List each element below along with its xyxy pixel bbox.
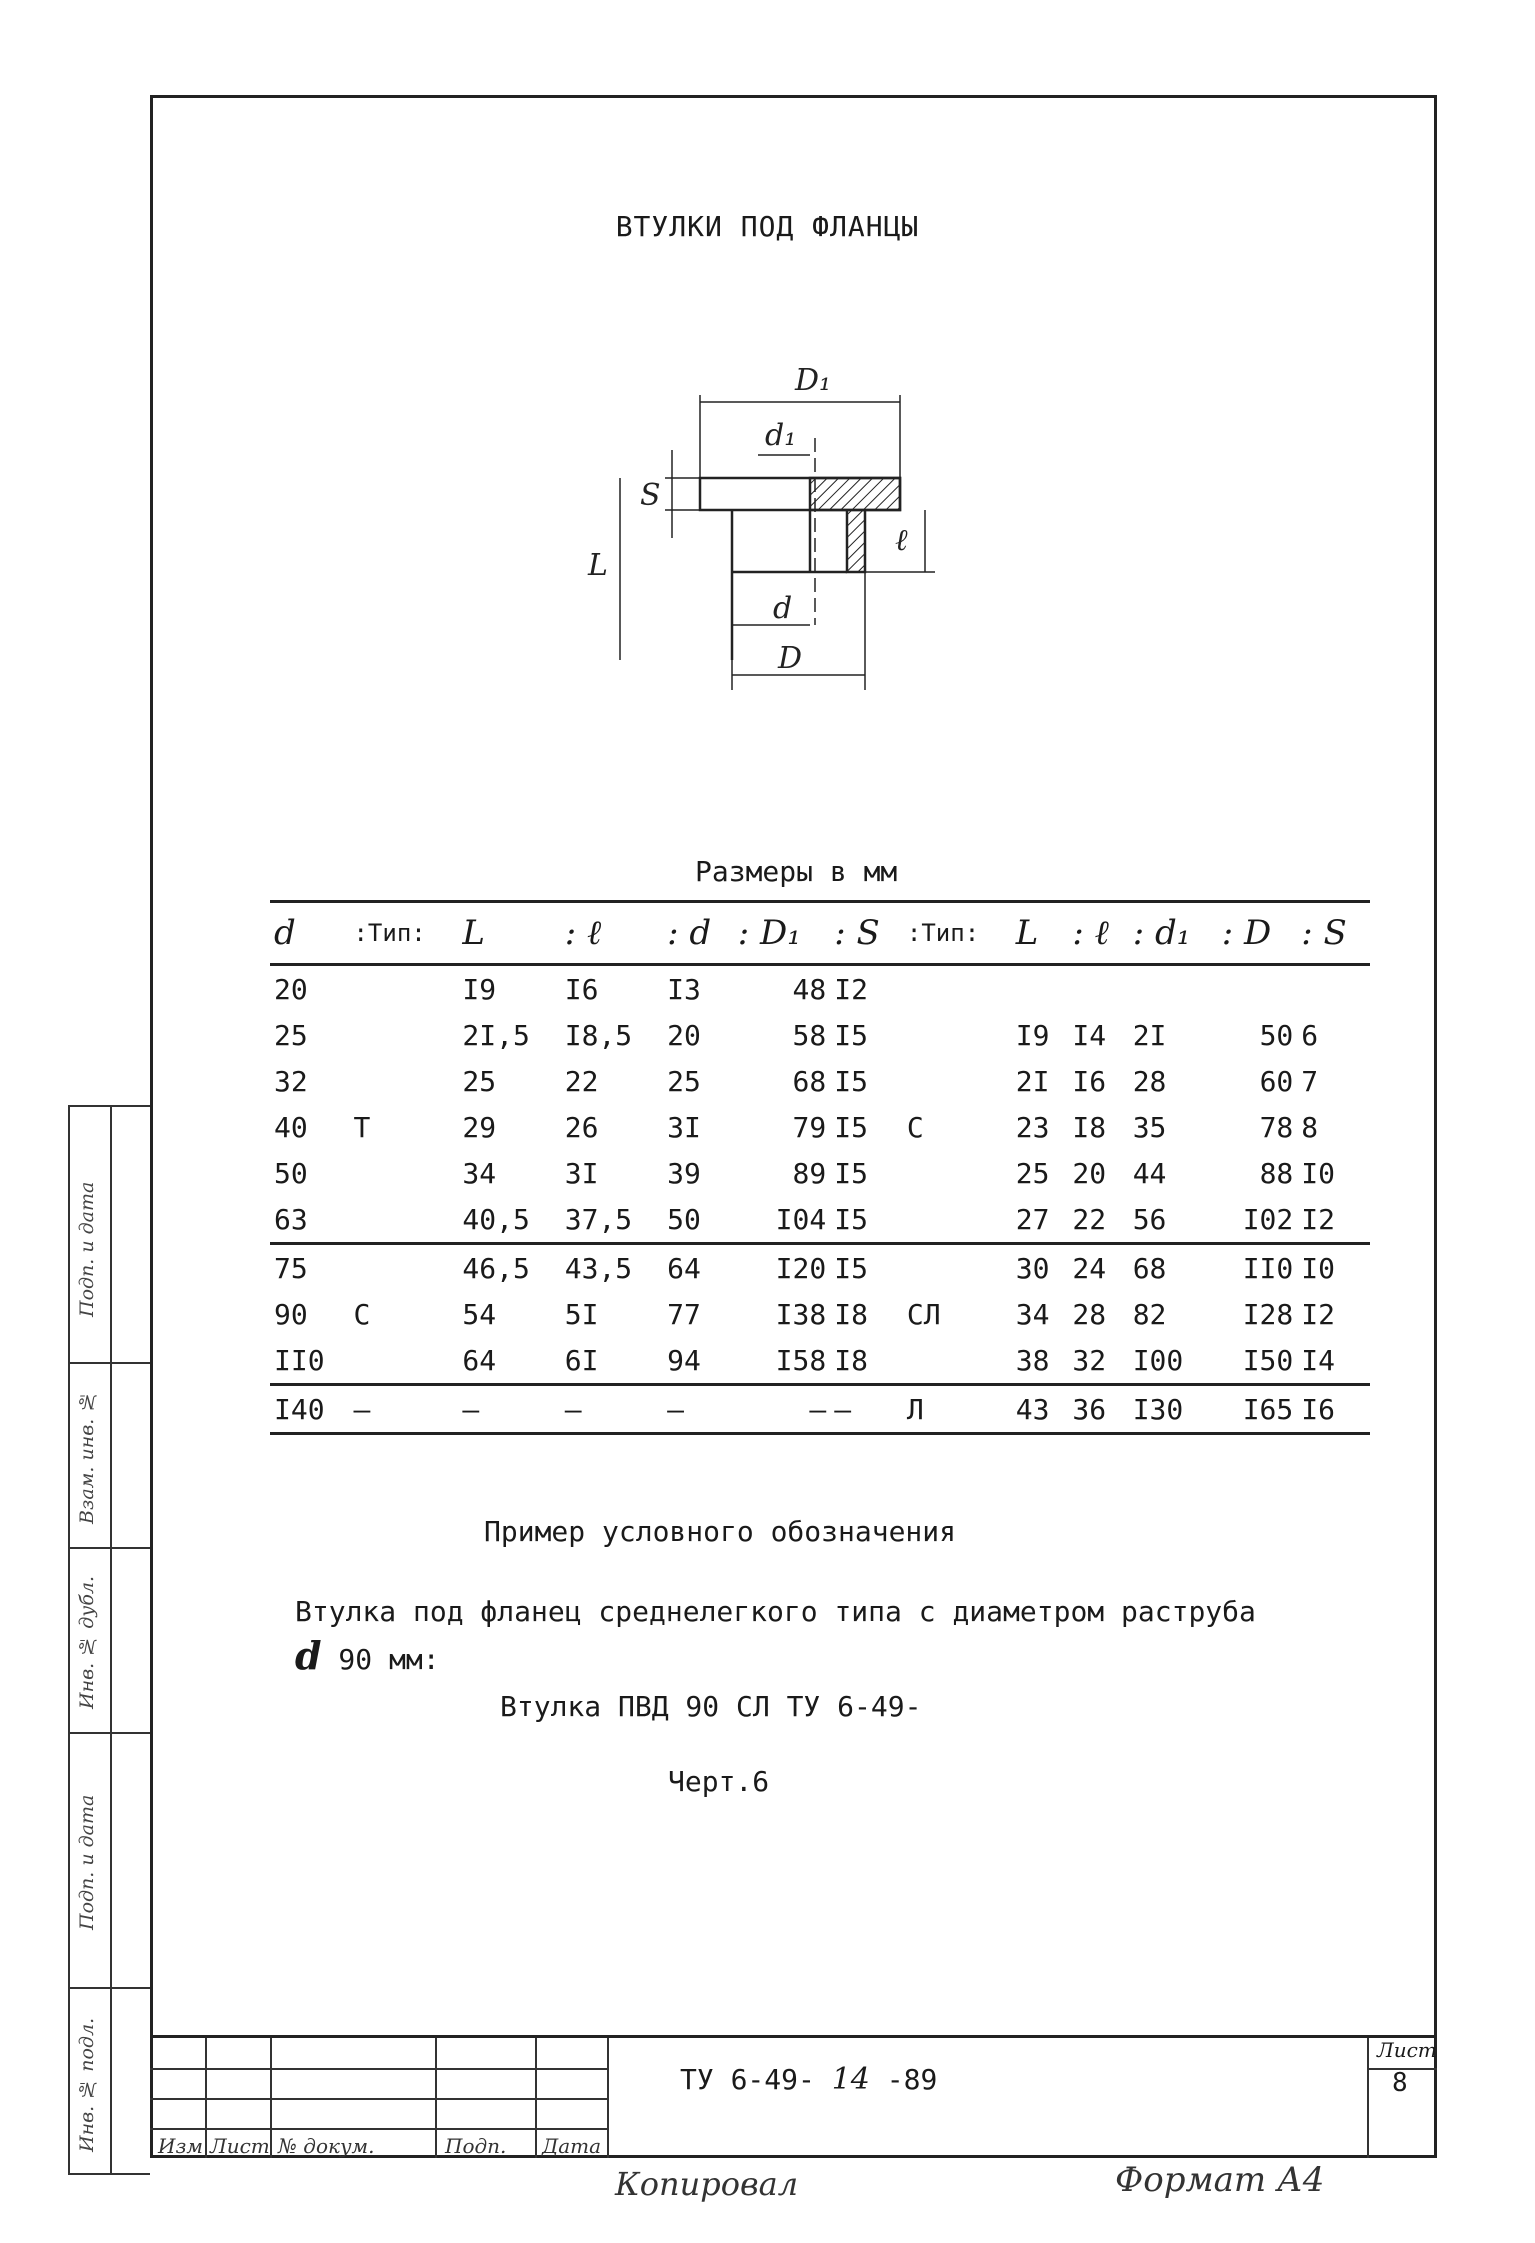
table-cell: 6 [1301, 1018, 1319, 1052]
example-line-1: Втулка под фланец среднелегкого типа с диаметром раструба [295, 1595, 1256, 1628]
col-header: d [270, 902, 349, 965]
table-row [270, 1291, 1370, 1337]
table-cell: 34 [462, 1156, 497, 1190]
table-cell: I5 [830, 1244, 903, 1292]
table-row [270, 1104, 1370, 1150]
table-cell: 7 [1301, 1064, 1319, 1098]
table-cell: 25 [667, 1064, 701, 1098]
example-designation: Втулка ПВД 90 СЛ ТУ 6-49- [500, 1690, 922, 1723]
table-cell [903, 1058, 1012, 1104]
stamp-divider [607, 2038, 609, 2158]
sidebar-label-sign-date-2: Подп. и дата [76, 1794, 98, 1930]
table-cell: 50 [274, 1156, 308, 1190]
table-row [270, 1058, 1370, 1104]
copied-by-label: Копировал [615, 2165, 799, 2203]
table-cell: 2I [1015, 1064, 1050, 1098]
table-cell: СЛ [906, 1297, 941, 1331]
table-cell: 64 [462, 1343, 497, 1377]
table-cell: I38 [775, 1297, 827, 1331]
stamp-row-line [150, 2098, 607, 2100]
label-D1: D₁ [795, 363, 832, 398]
table-cell [349, 1012, 458, 1058]
stamp-col-change: Изм [158, 2134, 203, 2158]
table-cell: I8 [834, 1343, 868, 1377]
table-cell: 28 [1072, 1297, 1107, 1331]
table-cell: II0 [274, 1343, 325, 1377]
table-cell: 2I,5 [462, 1018, 530, 1052]
sidebar-stamp [68, 1105, 150, 2175]
table-cell: 56 [1132, 1202, 1167, 1236]
table-row [270, 1012, 1370, 1058]
table-cell: I30 [1129, 1385, 1218, 1434]
table-cell: I02 [1242, 1202, 1294, 1236]
col-header: :Тип: [903, 902, 1012, 965]
table-cell: I2 [834, 972, 868, 1006]
table-cell: 27 [1015, 1202, 1050, 1236]
stamp-col-signature: Подп. [445, 2134, 507, 2158]
table-cell: 30 [1012, 1244, 1069, 1292]
table-cell: 94 [667, 1343, 701, 1377]
col-header: : d [663, 902, 734, 965]
table-cell: I58 [775, 1343, 827, 1377]
table-cell: 6I [564, 1343, 599, 1377]
table-cell: 5I [564, 1297, 599, 1331]
stamp-row-line [150, 2068, 607, 2070]
table-cell: 78 [1259, 1110, 1294, 1144]
table-cell: I28 [1242, 1297, 1294, 1331]
format-label: Формат А4 [1115, 2160, 1325, 2200]
sidebar-label-replace-inv: Взам. инв. № [76, 1390, 98, 1524]
table-body [270, 965, 1370, 1434]
table-cell: 32 [1072, 1343, 1107, 1377]
sheet-number: 8 [1392, 2068, 1408, 2098]
table-cell: 3I [667, 1110, 701, 1144]
table-cell: I65 [1218, 1385, 1297, 1434]
table-cell: 20 [667, 1018, 701, 1052]
col-header: : D₁ [734, 902, 831, 965]
table-cell: 68 [1129, 1244, 1218, 1292]
table-cell: 26 [564, 1110, 599, 1144]
table-cell [349, 1337, 458, 1385]
table-row [270, 1337, 1370, 1385]
table-cell: I9 [1015, 1018, 1050, 1052]
table-cell: – [458, 1385, 560, 1434]
label-l: ℓ [895, 523, 908, 558]
stamp-col-sheet: Лист [210, 2134, 270, 2158]
label-d1: d₁ [765, 418, 797, 453]
table-cell: 43 [1012, 1385, 1069, 1434]
table-cell: – [561, 1385, 663, 1434]
table-cell: I6 [1072, 1064, 1107, 1098]
table-cell: С [906, 1110, 924, 1144]
table-cell: 35 [1132, 1110, 1167, 1144]
table-cell: 64 [663, 1244, 734, 1292]
table-cell: 43,5 [561, 1244, 663, 1292]
table-cell: 39 [667, 1156, 701, 1190]
table-cell: I0 [1297, 1244, 1370, 1292]
example-line-2 [295, 1634, 1256, 1682]
table-cell: I4 [1301, 1343, 1335, 1377]
table-cell: 82 [1132, 1297, 1167, 1331]
table-cell: I6 [564, 972, 599, 1006]
table-cell: I5 [834, 1064, 868, 1098]
page-title: ВТУЛКИ ПОД ФЛАНЦЫ [615, 210, 920, 243]
example-heading: Пример условного обозначения [484, 1515, 957, 1548]
table-cell: – [734, 1385, 831, 1434]
table-cell: 22 [1072, 1202, 1107, 1236]
table-cell: I5 [834, 1156, 868, 1190]
table-cell: – [830, 1385, 903, 1434]
d-symbol: d [295, 1633, 322, 1678]
table-cell [1012, 965, 1069, 1013]
table-row [270, 1244, 1370, 1292]
table-cell: 68 [792, 1064, 827, 1098]
table-cell: 79 [792, 1110, 827, 1144]
table-cell: Л [903, 1385, 1012, 1434]
sidebar-row-line [70, 1547, 150, 1549]
table-cell: 36 [1068, 1385, 1128, 1434]
example-diameter: 90 мм: [321, 1643, 440, 1676]
table-cell: 38 [1015, 1343, 1050, 1377]
table-cell [1218, 965, 1297, 1013]
table-cell: I04 [775, 1202, 827, 1236]
sheet-label: Лист [1377, 2038, 1437, 2062]
table-cell: 25 [1015, 1156, 1050, 1190]
table-cell: I2 [1301, 1297, 1335, 1331]
table-row [270, 1385, 1370, 1434]
sidebar-row-line [70, 1362, 150, 1364]
units-caption: Размеры в мм [695, 855, 898, 888]
table-cell: С [353, 1297, 371, 1331]
table-cell: 25 [462, 1064, 497, 1098]
table-cell: I5 [834, 1110, 868, 1144]
table-cell: 28 [1132, 1064, 1167, 1098]
table-cell: 29 [462, 1110, 497, 1144]
table-cell: 40 [274, 1110, 308, 1144]
col-header: :Тип: [349, 902, 458, 965]
table-cell: 2I [1132, 1018, 1167, 1052]
table-row [270, 1150, 1370, 1196]
table-cell: 48 [792, 972, 827, 1006]
table-cell: 34 [1015, 1297, 1050, 1331]
table-cell: 60 [1259, 1064, 1294, 1098]
bushing-diagram [560, 360, 940, 720]
table-cell: I4 [1072, 1018, 1107, 1052]
table-cell: I40 [270, 1385, 349, 1434]
table-cell: – [663, 1385, 734, 1434]
doc-code-suffix: -89 [886, 2063, 938, 2096]
table-cell [903, 1244, 1012, 1292]
table-cell: I50 [1242, 1343, 1294, 1377]
table-cell: 20 [274, 972, 308, 1006]
table-cell: – [349, 1385, 458, 1434]
table-cell: I6 [1297, 1385, 1370, 1434]
col-header: : ℓ [561, 902, 663, 965]
col-header: L [458, 902, 560, 965]
table-cell: I8 [1072, 1110, 1107, 1144]
doc-code-handwritten: 14 [831, 2062, 870, 2097]
col-header: : D [1218, 902, 1297, 965]
sidebar-row-line [70, 1732, 150, 1734]
document-code [680, 2062, 937, 2097]
stamp-col-date: Дата [542, 2134, 602, 2158]
col-header: : S [830, 902, 903, 965]
table-cell [903, 1012, 1012, 1058]
table-cell: I9 [462, 972, 497, 1006]
table-cell [349, 1196, 458, 1244]
table-cell: 90 [274, 1297, 308, 1331]
stamp-divider [1367, 2038, 1369, 2158]
table-cell: I8,5 [564, 1018, 633, 1052]
col-header: : ℓ [1068, 902, 1128, 965]
table-cell: I00 [1132, 1343, 1184, 1377]
sidebar-row-line [70, 1987, 150, 1989]
table-cell: II0 [1218, 1244, 1297, 1292]
table-cell: 50 [1259, 1018, 1294, 1052]
example-text [295, 1590, 1256, 1682]
table-cell: I8 [834, 1297, 868, 1331]
table-cell [903, 1337, 1012, 1385]
table-cell: I5 [834, 1018, 868, 1052]
table-cell [349, 1244, 458, 1292]
table-cell: 25 [274, 1018, 308, 1052]
table-cell: 58 [792, 1018, 827, 1052]
table-cell: 46,5 [458, 1244, 560, 1292]
stamp-col-doc-no: № докум. [278, 2134, 375, 2158]
table-cell: I0 [1301, 1156, 1335, 1190]
col-header: L [1012, 902, 1069, 965]
table-cell [349, 965, 458, 1013]
label-S: S [640, 478, 661, 513]
label-d: d [773, 591, 793, 626]
table-cell: 44 [1132, 1156, 1167, 1190]
stamp-row-line [150, 2128, 607, 2130]
col-header: : S [1297, 902, 1370, 965]
table-cell: I3 [667, 972, 701, 1006]
table-cell [1129, 965, 1218, 1013]
table-cell [903, 965, 1012, 1013]
drawing-number: Черт.6 [668, 1765, 770, 1798]
table-cell: I5 [834, 1202, 868, 1236]
table-header-row [270, 902, 1370, 965]
table-cell [903, 1150, 1012, 1196]
table-cell: I2 [1301, 1202, 1335, 1236]
doc-code-prefix: ТУ 6-49- [680, 2063, 815, 2096]
table-cell: 50 [667, 1202, 701, 1236]
table-cell: Т [353, 1110, 371, 1144]
table-cell: 54 [462, 1297, 497, 1331]
table-row [270, 1196, 1370, 1244]
table-row [270, 965, 1370, 1013]
table-cell: 75 [270, 1244, 349, 1292]
table-cell [349, 1150, 458, 1196]
sidebar-label-sign-date-1: Подп. и дата [76, 1181, 98, 1318]
table-cell: 20 [1072, 1156, 1107, 1190]
table-cell: 37,5 [564, 1202, 633, 1236]
table-cell: 77 [667, 1297, 701, 1331]
sidebar-label-dup-inv: Инв. № дубл. [76, 1575, 98, 1709]
table-cell [903, 1196, 1012, 1244]
dimensions-table [270, 900, 1370, 1435]
table-cell: 8 [1301, 1110, 1319, 1144]
table-cell [1297, 965, 1370, 1013]
table-cell: 32 [274, 1064, 308, 1098]
table-cell: 40,5 [462, 1202, 530, 1236]
table-cell: 88 [1259, 1156, 1294, 1190]
table-cell: 22 [564, 1064, 599, 1098]
table-cell: 89 [792, 1156, 827, 1190]
label-L: L [588, 548, 608, 583]
table-cell: I20 [734, 1244, 831, 1292]
table-cell: 3I [564, 1156, 599, 1190]
table-cell [349, 1058, 458, 1104]
col-header: : d₁ [1129, 902, 1218, 965]
table-cell: 23 [1015, 1110, 1050, 1144]
table-cell [1068, 965, 1128, 1013]
label-D: D [778, 641, 803, 676]
table-cell: 63 [274, 1202, 308, 1236]
sidebar-divider [110, 1107, 112, 2173]
sidebar-label-orig-inv: Инв. № подл. [76, 2017, 98, 2152]
table-cell: 24 [1068, 1244, 1128, 1292]
